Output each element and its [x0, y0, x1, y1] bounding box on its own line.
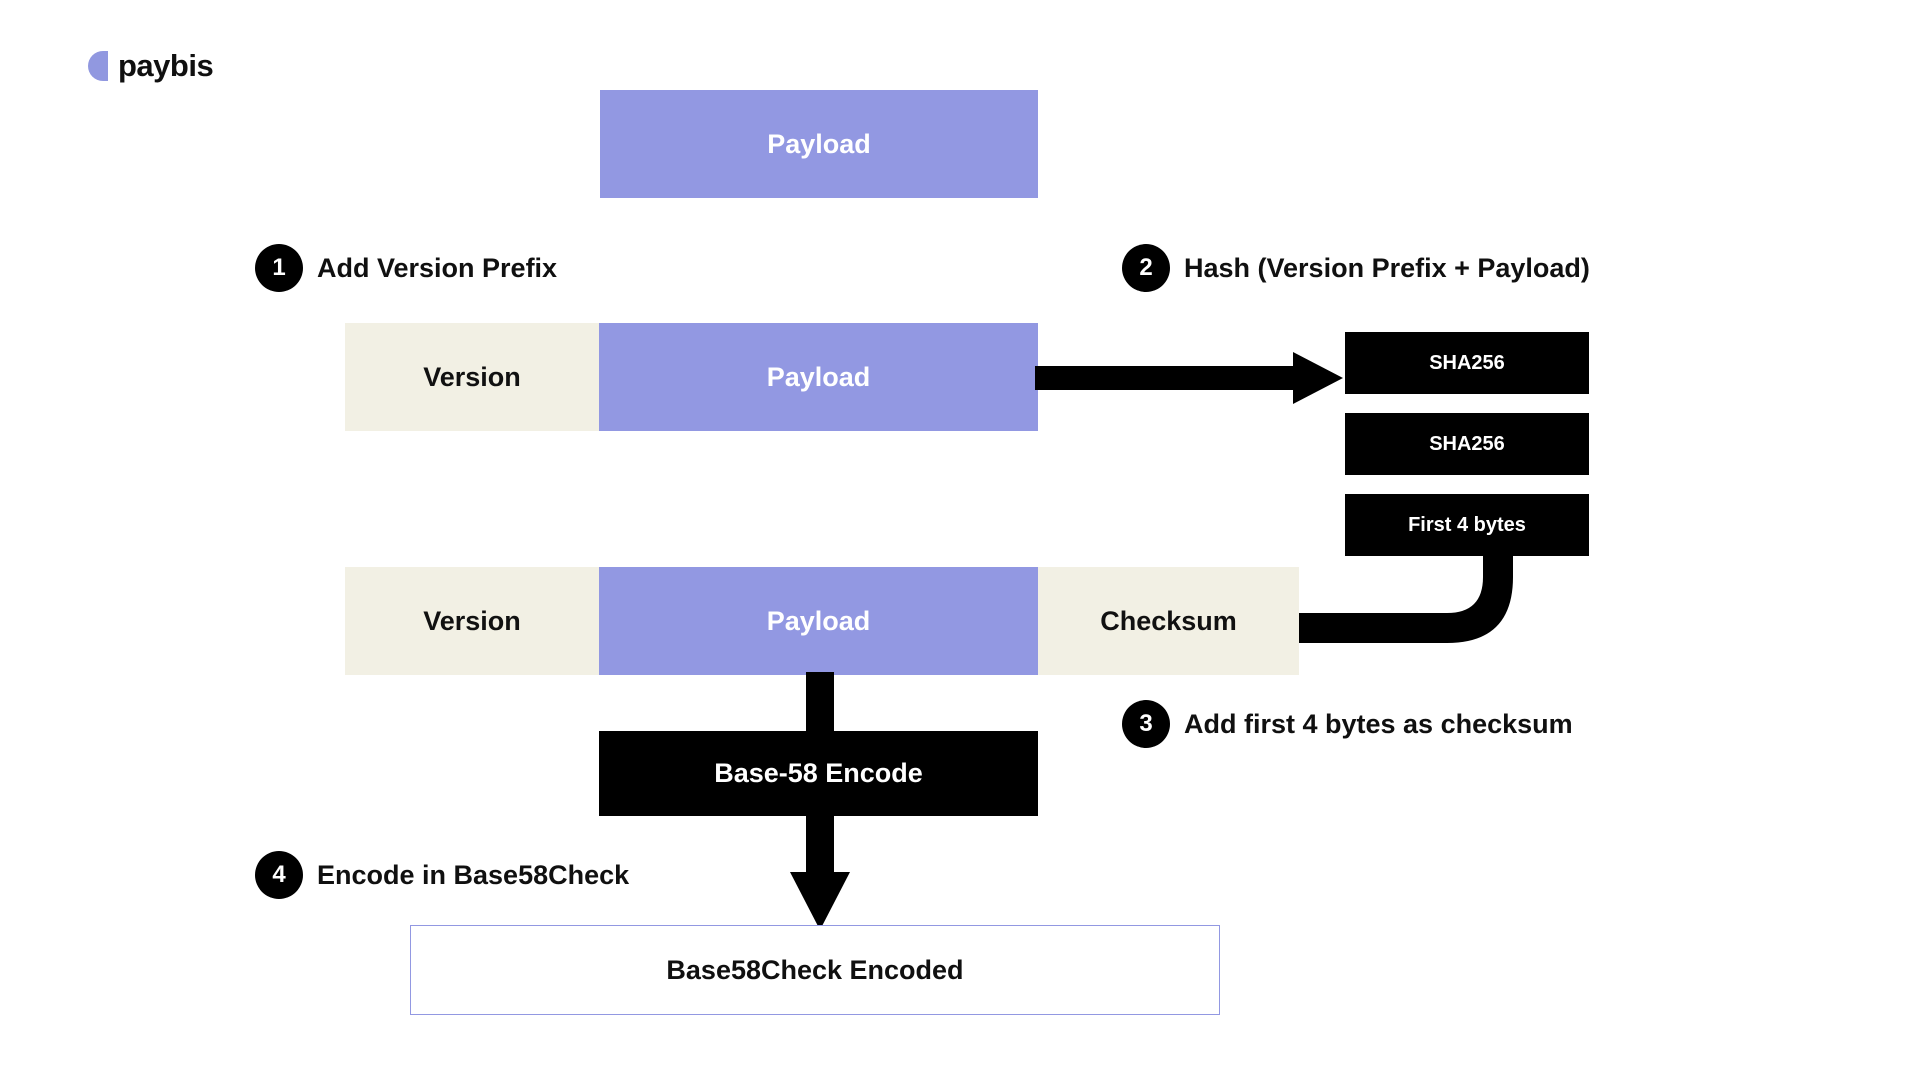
block-sha256-second: SHA256 — [1345, 413, 1589, 475]
step-4-label: Encode in Base58Check — [317, 859, 630, 890]
step-1-number: 1 — [255, 244, 303, 292]
connector-first4-to-checksum — [1295, 545, 1535, 655]
step-4 — [255, 851, 629, 899]
step-3-number: 3 — [1122, 700, 1170, 748]
block-payload-1: Payload — [599, 323, 1038, 431]
step-2-label: Hash (Version Prefix + Payload) — [1184, 252, 1590, 283]
brand-logo — [88, 48, 213, 84]
step-1-label: Add Version Prefix — [317, 252, 558, 283]
step-2-number: 2 — [1122, 244, 1170, 292]
step-1 — [255, 244, 557, 292]
brand-name: paybis — [118, 48, 214, 83]
block-version-2: Version — [345, 567, 599, 675]
block-sha256-first: SHA256 — [1345, 332, 1589, 394]
block-payload-2: Payload — [599, 567, 1038, 675]
block-base58-encode: Base-58 Encode — [599, 731, 1038, 816]
block-base58check-encoded: Base58Check Encoded — [410, 925, 1220, 1015]
step-2 — [1122, 244, 1590, 292]
block-version-1: Version — [345, 323, 599, 431]
step-3 — [1122, 700, 1573, 748]
block-payload-top: Payload — [600, 90, 1038, 198]
block-first-4-bytes: First 4 bytes — [1345, 494, 1589, 556]
arrow-payload-to-sha256 — [1035, 350, 1345, 406]
step-3-label: Add first 4 bytes as checksum — [1184, 708, 1573, 739]
half-circle-icon — [88, 51, 108, 81]
block-checksum: Checksum — [1038, 567, 1299, 675]
step-4-number: 4 — [255, 851, 303, 899]
